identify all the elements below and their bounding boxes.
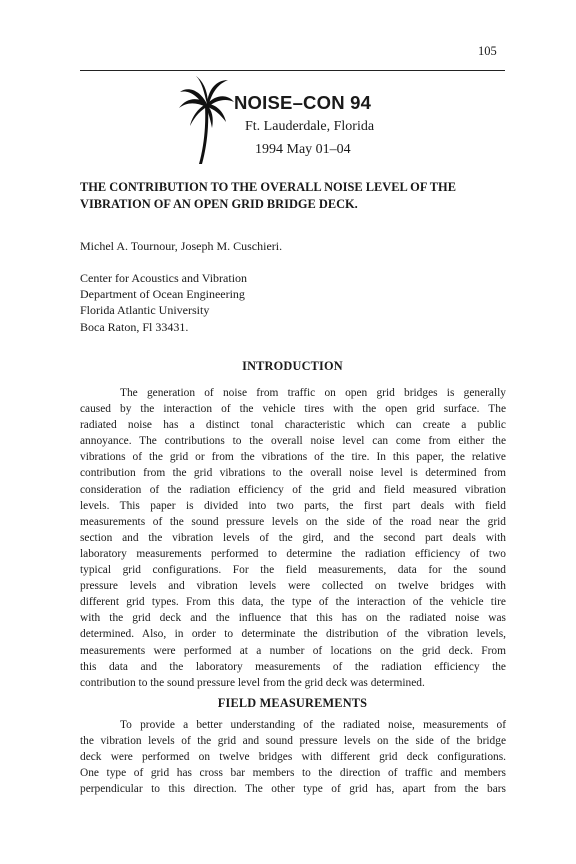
text-line: measurements were performed at a number of locations on the grid deck. From xyxy=(80,644,506,657)
text-line: annoyance. The contributions to the overall noise level can come from either the xyxy=(80,435,506,448)
text-line: consideration of the radiation efficiency of the grid and field measured vibration xyxy=(80,483,506,496)
text-line: typical grid configurations. For the field measurements, data for the sound xyxy=(80,564,506,577)
text-line: vibrations of the grid or from the vibrations of the tire. In this paper, the relative xyxy=(80,451,506,464)
conference-place: Ft. Lauderdale, Florida xyxy=(245,119,375,134)
text-line: perpendicular to this direction. The other type of grid has, apart from the bars xyxy=(80,783,506,796)
text-line: pressure levels and vibration levels were collected on twelve bridges with xyxy=(80,580,506,593)
text-line: measurements of the sound pressure levels on the side of the road near the grid xyxy=(80,515,506,528)
field-measurements-paragraph xyxy=(80,717,506,797)
text-line: this data and the laboratory measurements of the radiation efficiency the xyxy=(80,660,506,673)
text-line: section and the vibration levels of the gird, and the second part deals with xyxy=(80,531,506,544)
section-heading-field-measurements: FIELD MEASUREMENTS xyxy=(217,696,368,710)
paper-title-line: VIBRATION OF AN OPEN GRID BRIDGE DECK. xyxy=(80,197,358,211)
text-line: different grid types. From this data, the type of the interaction of the vehicle tire xyxy=(80,596,506,609)
text-line: The generation of noise from traffic on open grid bridges is generally xyxy=(120,387,506,399)
text-line: deck were performed on twelve bridges with different grid deck configurations. xyxy=(80,751,506,764)
affiliation xyxy=(80,270,247,335)
text-line: levels. This paper is divided into two parts, the first part deals with field xyxy=(80,499,506,512)
text-line: with the grid deck and the influence that this has on the radiated noise was xyxy=(80,612,506,625)
conference-name: NOISE–CON 94 xyxy=(234,92,372,113)
palm-tree-logo xyxy=(178,76,234,166)
text-line: One type of grid has cross bar members to the direction of traffic and members xyxy=(80,767,506,780)
affiliation-line: Department of Ocean Engineering xyxy=(80,287,245,302)
affiliation-line: Center for Acoustics and Vibration xyxy=(80,271,248,285)
text-line: To provide a better understanding of the radiated noise, measurements of xyxy=(120,719,506,731)
text-line: contribution from the grid vibrations to the overall noise level is determined from xyxy=(80,467,506,480)
text-line: the vibration levels of the grid and sound pressure levels on the side of the bridge xyxy=(80,735,506,748)
text-line: determined. Also, in order to determinate the distribution of the vibration levels, xyxy=(80,628,506,641)
introduction-paragraph xyxy=(80,385,506,691)
affiliation-line: Boca Raton, Fl 33431. xyxy=(80,319,189,334)
section-heading-introduction: INTRODUCTION xyxy=(242,359,343,373)
page-number: 105 xyxy=(478,44,497,58)
conference-date: 1994 May 01–04 xyxy=(255,142,351,157)
authors: Michel A. Tournour, Joseph M. Cuschieri. xyxy=(80,239,283,253)
text-line: caused by the interaction of the vehicle tires with the open grid surface. The xyxy=(80,403,506,416)
header-rule xyxy=(80,70,505,71)
paper-title-line: THE CONTRIBUTION TO THE OVERALL NOISE LEVEL OF THE xyxy=(80,180,456,194)
paper-title xyxy=(80,179,510,213)
text-line: radiated noise has a distinct tonal characteristic which can create a public xyxy=(80,419,506,432)
text-line: contribution to the sound pressure level from the grid deck was determined. xyxy=(80,676,425,689)
text-line: laboratory measurements performed to determine the radiation efficiency of two xyxy=(80,547,506,560)
affiliation-line: Florida Atlantic University xyxy=(80,303,210,318)
